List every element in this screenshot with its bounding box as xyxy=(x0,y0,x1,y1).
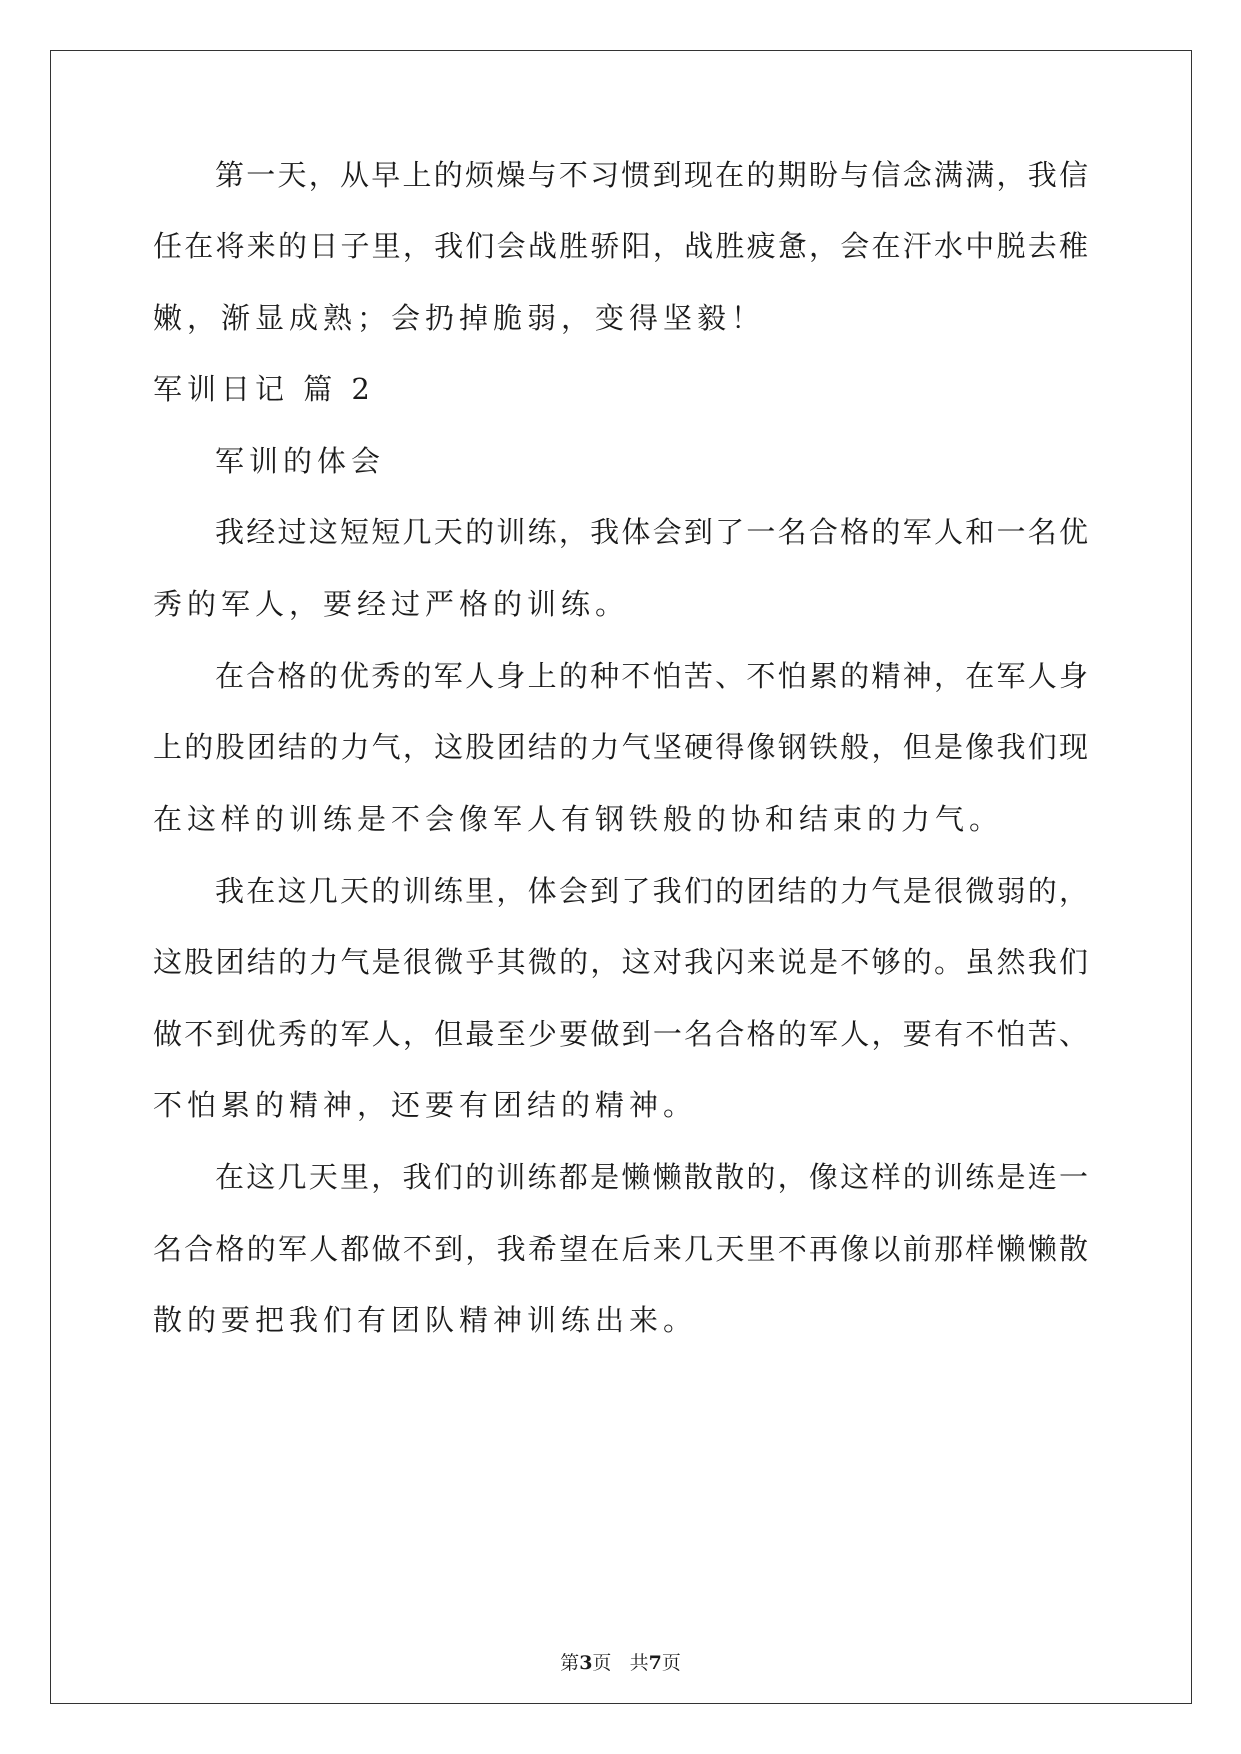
text-line: 秀的军人，要经过严格的训练。 xyxy=(153,587,630,621)
text-line: 名合格的军人都做不到，我希望在后来几天里不再像以前那样懒懒散 xyxy=(153,1232,1088,1266)
text-line: 第一天，从早上的烦燥与不习惯到现在的期盼与信念满满，我信 xyxy=(215,158,1088,192)
total-page-count: 7 xyxy=(648,1652,662,1674)
footer-prefix: 第 xyxy=(560,1652,580,1674)
footer-page-suffix: 页 xyxy=(592,1652,612,1674)
current-page-number: 3 xyxy=(579,1652,593,1674)
text-line: 散的要把我们有团队精神训练出来。 xyxy=(153,1303,698,1337)
text-line: 在这几天里，我们的训练都是懒懒散散的，像这样的训练是连一 xyxy=(215,1160,1088,1194)
text-line: 任在将来的日子里，我们会战胜骄阳，战胜疲惫，会在汗水中脱去稚 xyxy=(153,229,1088,263)
section-heading: 军训日记 篇 2 xyxy=(153,372,375,406)
article-title: 军训的体会 xyxy=(215,444,386,478)
page-footer xyxy=(0,1650,1241,1676)
text-line: 这股团结的力气是很微乎其微的，这对我闪来说是不够的。虽然我们 xyxy=(153,945,1088,979)
footer-total-suffix: 页 xyxy=(661,1652,681,1674)
text-line: 我在这几天的训练里，体会到了我们的团结的力气是很微弱的， xyxy=(215,874,1088,908)
text-line: 不怕累的精神，还要有团结的精神。 xyxy=(153,1088,698,1122)
text-line: 上的股团结的力气，这股团结的力气坚硬得像钢铁般，但是像我们现 xyxy=(153,730,1088,764)
text-line: 在合格的优秀的军人身上的种不怕苦、不怕累的精神，在军人身 xyxy=(215,659,1088,693)
text-line: 我经过这短短几天的训练，我体会到了一名合格的军人和一名优 xyxy=(215,515,1088,549)
text-line: 做不到优秀的军人，但最至少要做到一名合格的军人，要有不怕苦、 xyxy=(153,1017,1088,1051)
footer-total-prefix: 共 xyxy=(629,1652,649,1674)
text-line: 在这样的训练是不会像军人有钢铁般的协和结束的力气。 xyxy=(153,802,1004,836)
text-line: 嫩，渐显成熟；会扔掉脆弱，变得坚毅！ xyxy=(153,301,766,335)
